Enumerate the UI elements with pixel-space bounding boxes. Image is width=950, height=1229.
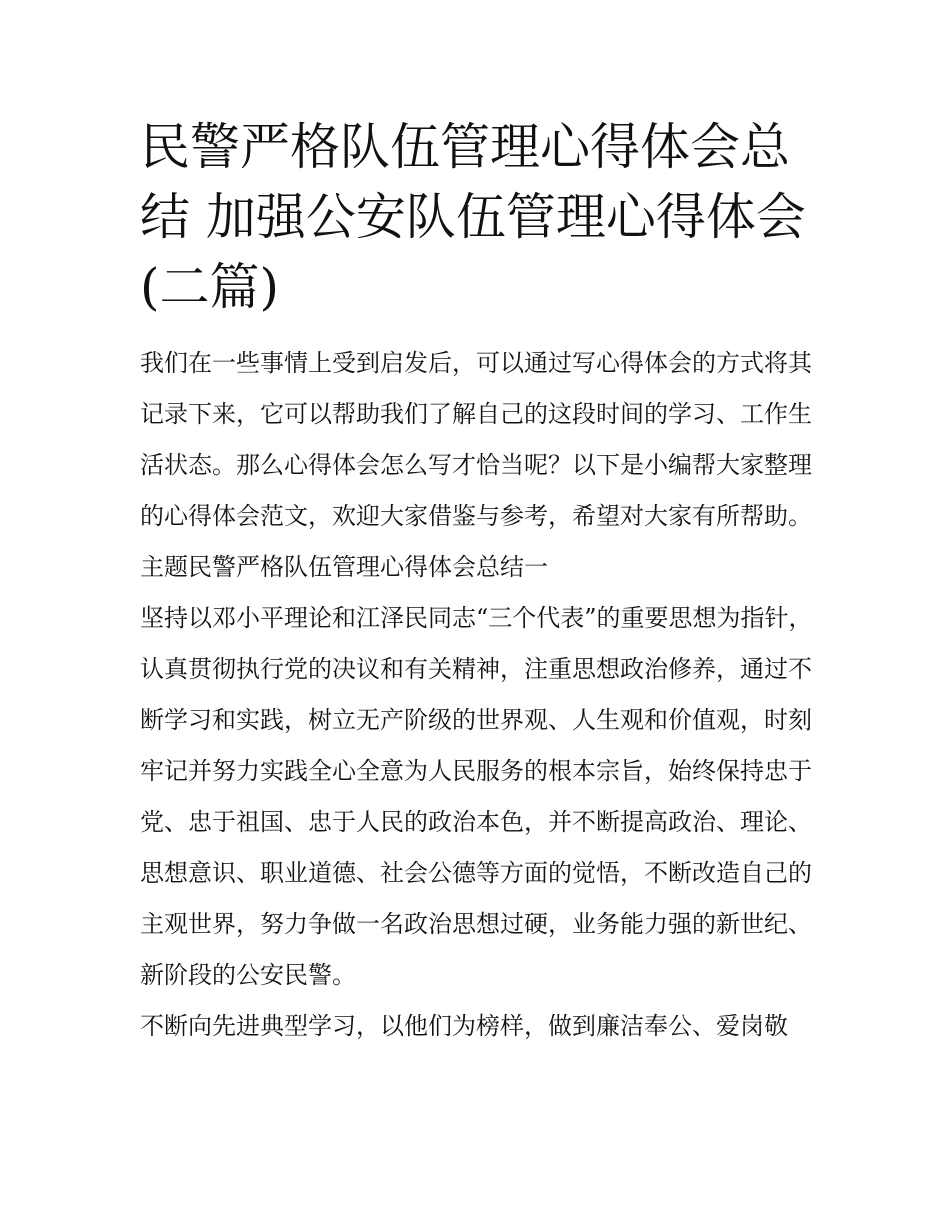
title-line-3: (二篇) [140, 258, 280, 316]
title-line-2: 结 加强公安队伍管理心得体会 [140, 188, 806, 246]
title-line-1: 民警严格队伍管理心得体会总 [140, 118, 790, 176]
body-paragraph-2: 不断向先进典型学习，以他们为榜样，做到廉洁奉公、爱岗敬 [140, 1012, 788, 1040]
document-body [140, 112, 820, 1052]
section-heading: 主题民警严格队伍管理心得体会总结一 [140, 553, 548, 581]
document-title [140, 112, 820, 322]
body-paragraph-1: 坚持以邓小平理论和江泽民同志“三个代表”的重要思想为指针，认真贯彻执行党的决议和有关精神，注重思想政治修养，通过不断学习和实践，树立无产阶级的世界观、人生观和价值观，时刻牢记并努力实践全心全意为人民服务的根本宗旨，始终保持忠于党、忠于祖国、忠于人民的政治本色，并不断提高政治、理论、思想意识、职业道德、社会公德等方面的觉悟，不断改造自己的主观世界，努力争做一名政治思想过硬，业务能力强的新世纪、新阶段的公安民警。 [140, 604, 813, 989]
intro-paragraph: 我们在一些事情上受到启发后，可以通过写心得体会的方式将其记录下来，它可以帮助我们了解自己的这段时间的学习、工作生活状态。那么心得体会怎么写才恰当呢？以下是小编帮大家整理的心得体会范文，欢迎大家借鉴与参考，希望对大家有所帮助。 [140, 349, 812, 530]
